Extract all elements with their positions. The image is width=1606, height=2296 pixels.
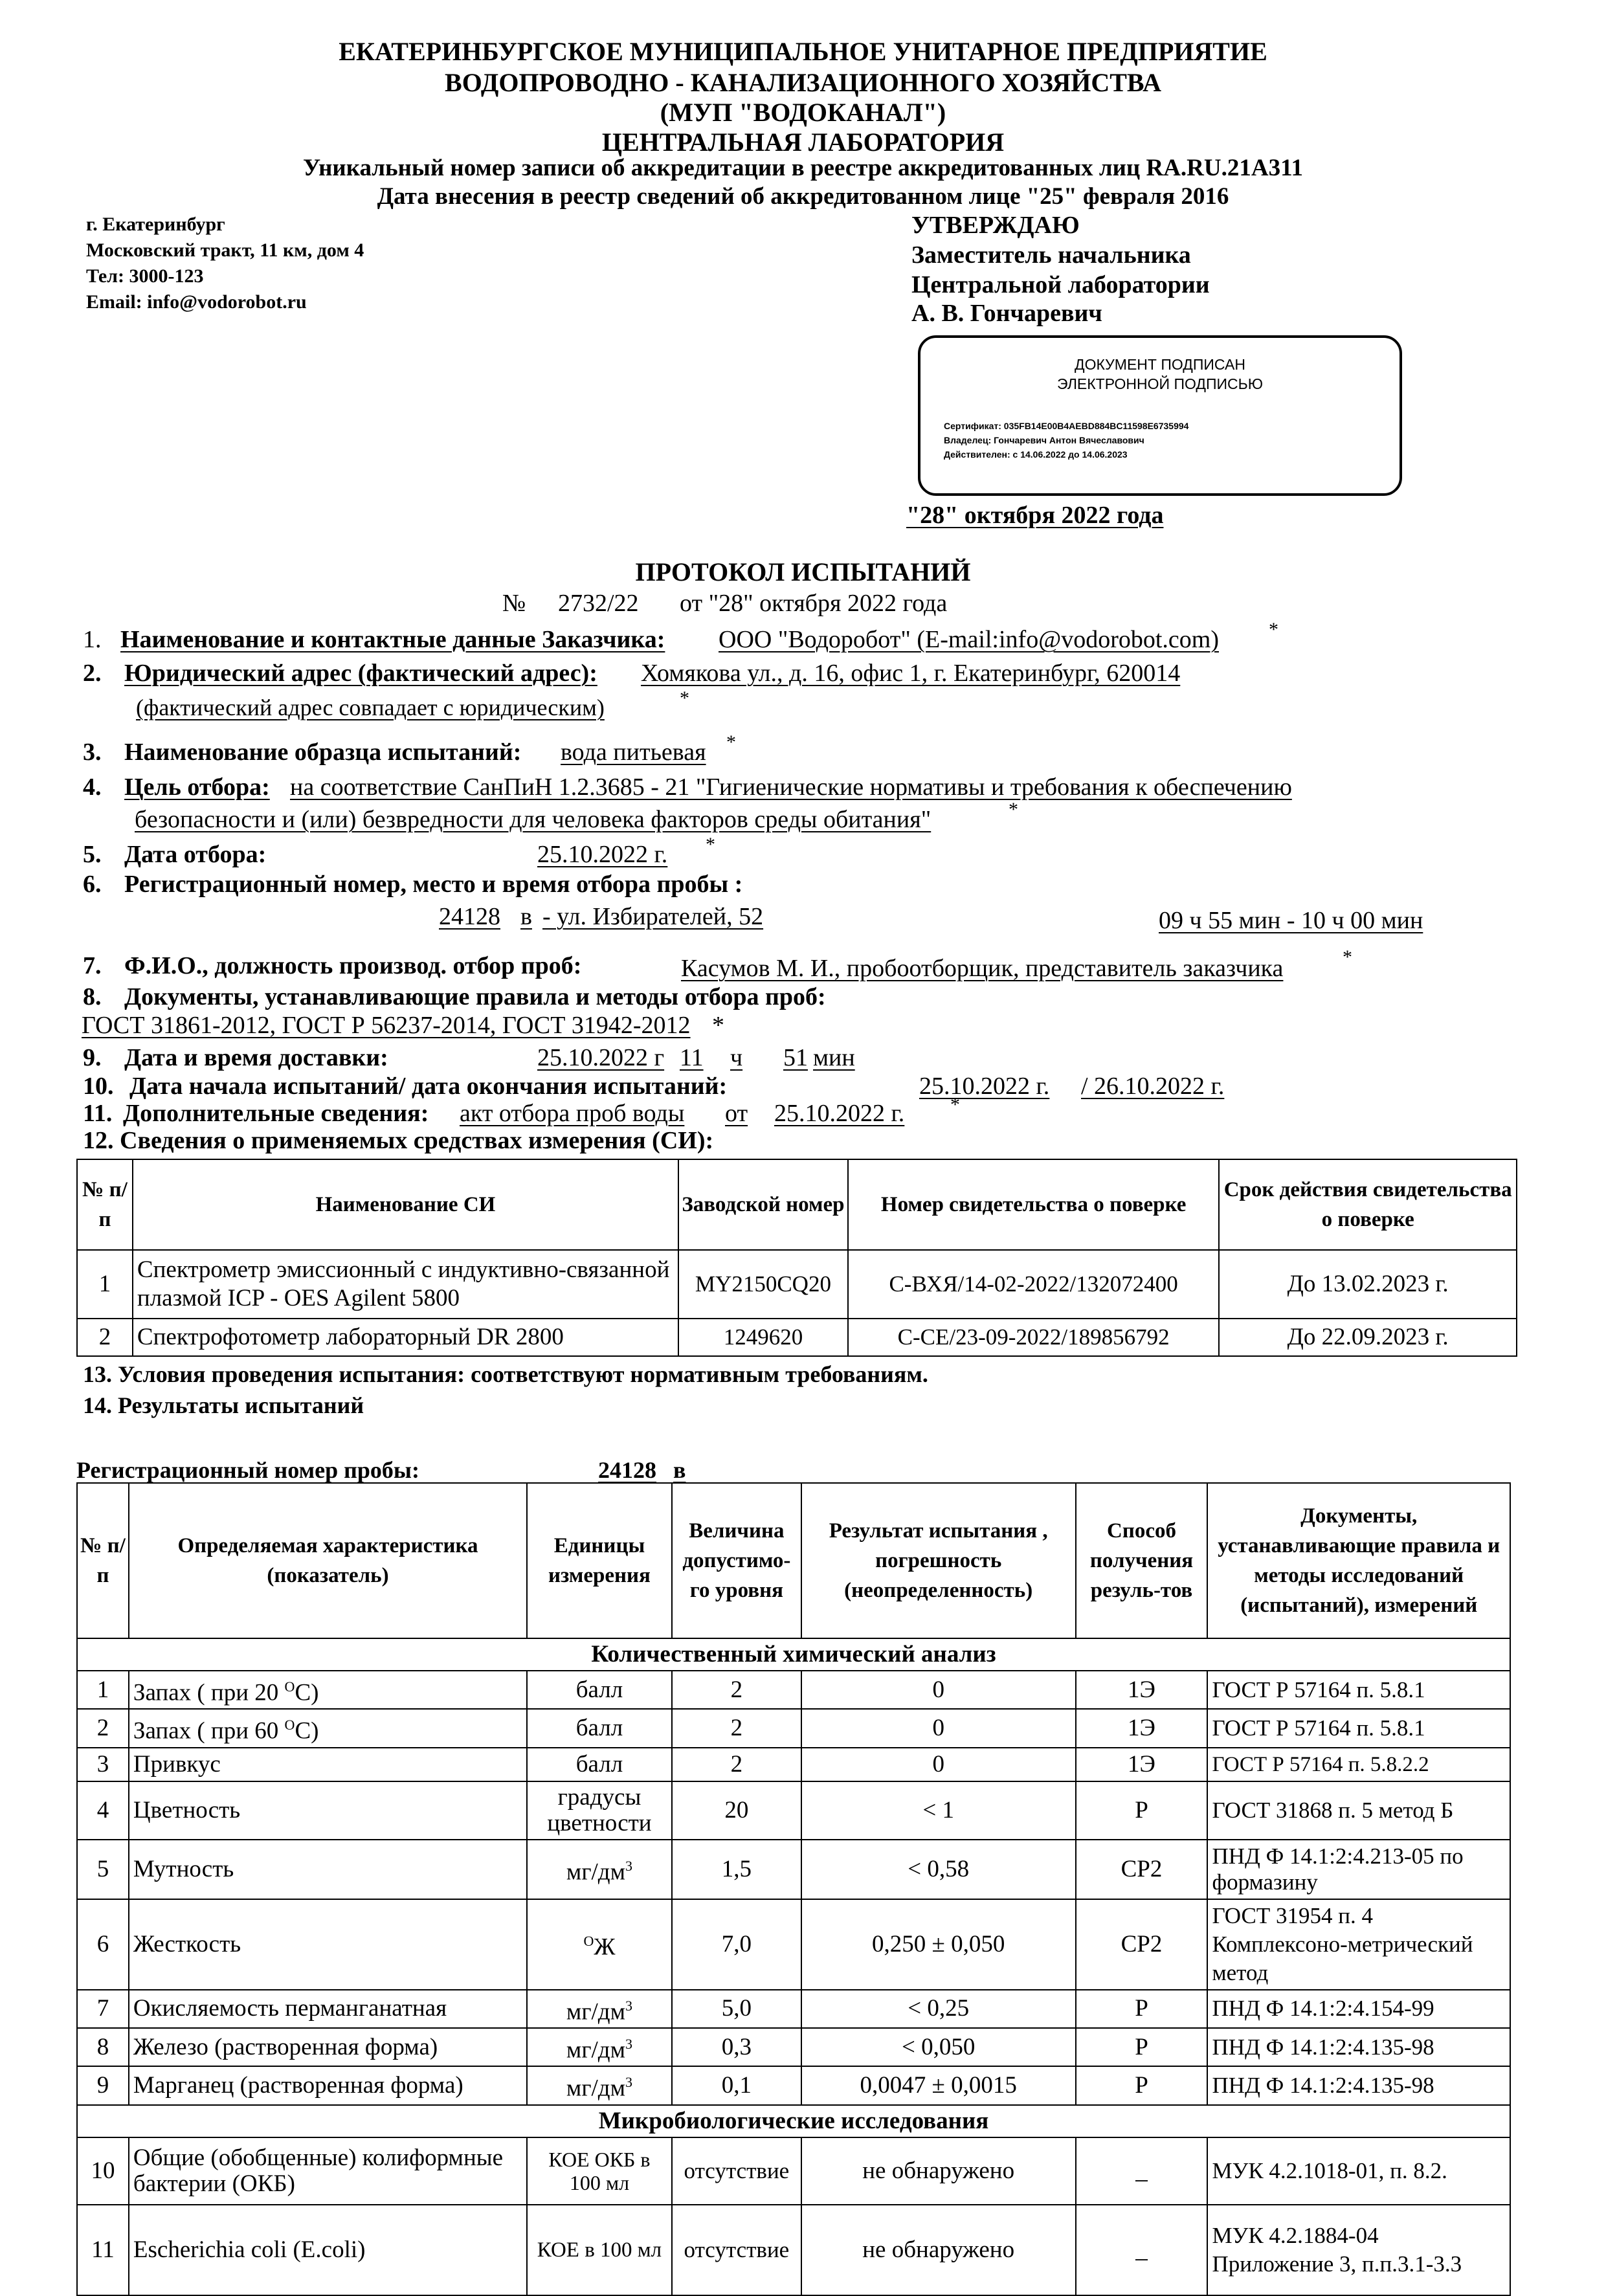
- row-method: Р: [1076, 1781, 1208, 1840]
- address-city: г. Екатеринбург: [86, 214, 225, 235]
- row-characteristic-end: С): [295, 1717, 319, 1744]
- unit-text: Ж: [594, 1934, 616, 1961]
- table-row: [77, 2066, 1510, 2104]
- unit-text: мг/дм: [566, 2075, 626, 2102]
- si-header-num: № п/п: [77, 1159, 133, 1250]
- item-7-star: *: [1343, 946, 1352, 968]
- stamp-certificate: Сертификат: 035FB14E00B4AEBD884BC11598E6735994: [944, 421, 1189, 431]
- item-9-label: Дата и время доставки:: [124, 1044, 388, 1071]
- row-characteristic: Жесткость: [129, 1899, 527, 1990]
- item-10-end: / 26.10.2022 г.: [1081, 1073, 1225, 1100]
- results-table-header: [77, 1483, 1510, 1638]
- item-1-value: ООО "Водоробот" (E-mail:info@vodorobot.com): [719, 626, 1219, 653]
- item-5-number: 5.: [83, 841, 102, 868]
- item-6-time: 09 ч 55 мин - 10 ч 00 мин: [1159, 907, 1423, 934]
- si-row-num: 2: [77, 1319, 133, 1356]
- row-result: 0: [801, 1671, 1076, 1709]
- item-2-number: 2.: [83, 660, 102, 687]
- row-result: < 0,25: [801, 1990, 1076, 2028]
- item-10-label: Дата начала испытаний/ дата окончания испытаний:: [129, 1073, 728, 1100]
- item-4-value-2: безопасности и (или) безвредности для человека факторов среды обитания": [135, 806, 931, 833]
- row-limit: 2: [672, 1748, 801, 1781]
- results-header-document: Документы, устанавливающие правила и методы исследований (испытаний), измерений: [1207, 1483, 1510, 1638]
- row-characteristic: [129, 1671, 527, 1709]
- item-11-from: от: [725, 1100, 748, 1127]
- table-row: [77, 1671, 1510, 1709]
- degree-sup: О: [284, 1717, 295, 1733]
- row-characteristic: Железо (растворенная форма): [129, 2028, 527, 2066]
- item-13-conditions: 13. Условия проведения испытания: соответствуют нормативным требованиям.: [83, 1361, 928, 1387]
- results-header-characteristic: Определяемая характеристика (показатель): [129, 1483, 527, 1638]
- item-11-act: акт отбора проб воды: [460, 1100, 685, 1127]
- row-num: 10: [77, 2137, 129, 2205]
- item-7-value: Касумов М. И., пробоотборщик, представитель заказчика: [681, 955, 1284, 982]
- item-6-label: Регистрационный номер, место и время отбора пробы :: [124, 871, 743, 898]
- item-6-letter: в: [520, 903, 532, 930]
- approval-position-2: Центральной лаборатории: [911, 271, 1210, 298]
- row-result: 0: [801, 1709, 1076, 1747]
- row-unit: балл: [527, 1709, 672, 1747]
- row-document: ГОСТ 31954 п. 4 Комплексоно-метрический метод: [1207, 1899, 1510, 1990]
- table-row: [77, 1748, 1510, 1781]
- row-num: 3: [77, 1748, 129, 1781]
- lab-name: ЦЕНТРАЛЬНАЯ ЛАБОРАТОРИЯ: [601, 128, 1005, 157]
- unit-text: мг/дм: [566, 1998, 626, 2025]
- org-name-line2: ВОДОПРОВОДНО - КАНАЛИЗАЦИОННОГО ХОЗЯЙСТВА: [445, 68, 1161, 97]
- row-unit: балл: [527, 1748, 672, 1781]
- item-11-number: 11.: [83, 1100, 113, 1127]
- row-unit: градусы цветности: [527, 1781, 672, 1840]
- item-7-number: 7.: [83, 952, 102, 979]
- row-result: не обнаружено: [801, 2137, 1076, 2205]
- si-row-name: Спектрофотометр лабораторный DR 2800: [133, 1319, 678, 1356]
- item-6-place: - ул. Избирателей, 52: [542, 903, 764, 930]
- table-row: [77, 2028, 1510, 2066]
- results-table: [76, 1482, 1511, 2296]
- row-characteristic: Цветность: [129, 1781, 527, 1840]
- row-method: _: [1076, 2205, 1208, 2295]
- row-num: 6: [77, 1899, 129, 1990]
- row-limit: 2: [672, 1671, 801, 1709]
- item-2-value: Хомякова ул., д. 16, офис 1, г. Екатеринбург, 620014: [641, 660, 1181, 687]
- measurement-instruments-table: [76, 1159, 1517, 1357]
- reg-sample-label: Регистрационный номер пробы:: [76, 1457, 419, 1483]
- table-row: [77, 2137, 1510, 2205]
- section-row: [77, 1638, 1510, 1671]
- row-limit: отсутствие: [672, 2205, 801, 2295]
- item-10-number: 10.: [83, 1073, 114, 1100]
- row-unit: [527, 1990, 672, 2028]
- row-characteristic: Привкус: [129, 1748, 527, 1781]
- row-result: 0: [801, 1748, 1076, 1781]
- item-2-star: *: [680, 687, 689, 709]
- row-method: Р: [1076, 1990, 1208, 2028]
- row-document: МУК 4.2.1884-04 Приложение 3, п.п.3.1-3.3: [1207, 2205, 1510, 2295]
- row-num: 4: [77, 1781, 129, 1840]
- item-9-hours: 11: [680, 1044, 704, 1071]
- row-num: 1: [77, 1671, 129, 1709]
- si-table-header: [77, 1159, 1517, 1250]
- row-unit: [527, 1899, 672, 1990]
- row-num: 8: [77, 2028, 129, 2066]
- row-method: Р: [1076, 2028, 1208, 2066]
- protocol-title: ПРОТОКОЛ ИСПЫТАНИЙ: [635, 557, 971, 586]
- row-document: ГОСТ Р 57164 п. 5.8.2.2: [1207, 1748, 1510, 1781]
- section-microbiology: Микробиологические исследования: [77, 2105, 1510, 2137]
- row-limit: 7,0: [672, 1899, 801, 1990]
- org-name-line3: (МУП "ВОДОКАНАЛ"): [660, 98, 946, 127]
- unit-text: мг/дм: [566, 2036, 626, 2064]
- table-row: [77, 1709, 1510, 1747]
- row-characteristic: Escherichia coli (E.coli): [129, 2205, 527, 2295]
- section-row: [77, 2105, 1510, 2137]
- row-document: ПНД Ф 14.1:2:4.135-98: [1207, 2066, 1510, 2104]
- item-4-label: Цель отбора:: [124, 774, 270, 801]
- item-6-regnum: 24128: [439, 903, 500, 930]
- row-document: МУК 4.2.1018-01, п. 8.2.: [1207, 2137, 1510, 2205]
- table-row: [77, 1840, 1510, 1899]
- item-9-hours-label: ч: [730, 1044, 743, 1071]
- item-5-label: Дата отбора:: [124, 841, 267, 868]
- table-row: [77, 1319, 1517, 1356]
- item-2-label: Юридический адрес (фактический адрес):: [124, 660, 597, 687]
- si-header-valid: Срок действия свидетельства о поверке: [1219, 1159, 1517, 1250]
- unit-text: мг/дм: [566, 1858, 626, 1886]
- row-characteristic-text: Запах ( при 60: [133, 1717, 285, 1744]
- item-7-label: Ф.И.О., должность производ. отбор проб:: [124, 952, 582, 979]
- table-row: [77, 2205, 1510, 2295]
- item-3-label: Наименование образца испытаний:: [124, 739, 522, 766]
- row-unit: балл: [527, 1671, 672, 1709]
- row-result: не обнаружено: [801, 2205, 1076, 2295]
- row-num: 9: [77, 2066, 129, 2104]
- row-document: ПНД Ф 14.1:2:4.135-98: [1207, 2028, 1510, 2066]
- reg-sample-letter: в: [673, 1457, 686, 1483]
- row-characteristic: Общие (обобщенные) колиформные бактерии (ОКБ): [129, 2137, 527, 2205]
- row-method: 1Э: [1076, 1709, 1208, 1747]
- row-document: ПНД Ф 14.1:2:4.213-05 по формазину: [1207, 1840, 1510, 1899]
- accreditation-number: Уникальный номер записи об аккредитации в реестре аккредитованных лиц RA.RU.21А311: [302, 155, 1304, 181]
- results-header-num: № п/п: [77, 1483, 129, 1638]
- row-method: Р: [1076, 2066, 1208, 2104]
- protocol-date: от "28" октября 2022 года: [680, 590, 948, 617]
- row-method: 1Э: [1076, 1671, 1208, 1709]
- item-11-star: *: [950, 1094, 960, 1115]
- item-9-number: 9.: [83, 1044, 102, 1071]
- si-row-valid: До 13.02.2023 г.: [1219, 1250, 1517, 1319]
- item-2-note: (фактический адрес совпадает с юридическим): [136, 695, 605, 720]
- row-result: < 0,58: [801, 1840, 1076, 1899]
- org-name-line1: ЕКАТЕРИНБУРГСКОЕ МУНИЦИПАЛЬНОЕ УНИТАРНОЕ ПРЕДПРИЯТИЕ: [339, 37, 1267, 66]
- item-12-heading: 12. Сведения о применяемых средствах измерения (СИ):: [83, 1127, 714, 1154]
- table-row: [77, 1781, 1510, 1840]
- results-header-method: Способ получения резуль-тов: [1076, 1483, 1208, 1638]
- item-9-minutes-label: мин: [813, 1044, 855, 1071]
- row-limit: 0,3: [672, 2028, 801, 2066]
- results-header-limit: Величина допустимо-го уровня: [672, 1483, 801, 1638]
- row-num: 5: [77, 1840, 129, 1899]
- si-row-serial: 1249620: [678, 1319, 848, 1356]
- results-header-result: Результат испытания , погрешность (неопределенность): [801, 1483, 1076, 1638]
- item-9-minutes: 51: [783, 1044, 808, 1071]
- si-header-name: Наименование СИ: [133, 1159, 678, 1250]
- item-1-number: 1.: [83, 626, 102, 653]
- row-unit: [527, 1840, 672, 1899]
- si-header-serial: Заводской номер: [678, 1159, 848, 1250]
- unit-sup: 3: [625, 1997, 633, 2014]
- item-3-number: 3.: [83, 739, 102, 766]
- stamp-owner: Владелец: Гончаревич Антон Вячеславович: [944, 435, 1144, 445]
- row-num: 7: [77, 1990, 129, 2028]
- item-8-value: ГОСТ 31861-2012, ГОСТ Р 56237-2014, ГОСТ 31942-2012: [82, 1012, 691, 1039]
- degree-sup: О: [284, 1678, 295, 1695]
- row-result: < 1: [801, 1781, 1076, 1840]
- reg-sample-number: 24128: [598, 1457, 656, 1483]
- item-4-star: *: [1009, 799, 1018, 820]
- accreditation-date: Дата внесения в реестр сведений об аккредитованном лице "25" февраля 2016: [377, 183, 1229, 210]
- approval-position-1: Заместитель начальника: [911, 241, 1191, 269]
- item-8-star: *: [712, 1012, 724, 1039]
- row-limit: 20: [672, 1781, 801, 1840]
- item-11-date: 25.10.2022 г.: [774, 1100, 905, 1127]
- degree-sup: О: [583, 1932, 594, 1949]
- si-header-cert: Номер свидетельства о поверке: [848, 1159, 1219, 1250]
- si-row-name: Спектрометр эмиссионный с индуктивно-связанной плазмой ICP - OES Agilent 5800: [133, 1250, 678, 1319]
- item-4-value: на соответствие СанПиН 1.2.3685 - 21 "Гигиенические нормативы и требования к обеспечению: [290, 774, 1292, 801]
- protocol-number: 2732/22: [558, 590, 639, 617]
- row-method: _: [1076, 2137, 1208, 2205]
- row-document: ГОСТ 31868 п. 5 метод Б: [1207, 1781, 1510, 1840]
- row-characteristic-end: С): [295, 1679, 319, 1706]
- section-chemical: Количественный химический анализ: [77, 1638, 1510, 1671]
- approval-signer: А. В. Гончаревич: [911, 300, 1102, 327]
- si-row-serial: MY2150CQ20: [678, 1250, 848, 1319]
- row-characteristic-text: Запах ( при 20: [133, 1679, 285, 1706]
- unit-sup: 3: [625, 1857, 633, 1874]
- row-result: 0,250 ± 0,050: [801, 1899, 1076, 1990]
- row-characteristic: Марганец (растворенная форма): [129, 2066, 527, 2104]
- item-8-number: 8.: [83, 983, 102, 1010]
- item-3-value: вода питьевая: [561, 739, 706, 766]
- e-signature-stamp: [918, 335, 1402, 496]
- row-result: < 0,050: [801, 2028, 1076, 2066]
- si-row-num: 1: [77, 1250, 133, 1319]
- item-1-star: *: [1269, 619, 1278, 640]
- row-document: ГОСТ Р 57164 п. 5.8.1: [1207, 1671, 1510, 1709]
- row-limit: 2: [672, 1709, 801, 1747]
- row-limit: 1,5: [672, 1840, 801, 1899]
- item-10-start: 25.10.2022 г.: [919, 1073, 1050, 1100]
- stamp-line1: ДОКУМЕНТ ПОДПИСАН: [1075, 356, 1245, 373]
- item-4-number: 4.: [83, 774, 102, 801]
- row-characteristic: [129, 1709, 527, 1747]
- stamp-line2: ЭЛЕКТРОННОЙ ПОДПИСЬЮ: [1057, 375, 1263, 392]
- row-result: 0,0047 ± 0,0015: [801, 2066, 1076, 2104]
- si-row-cert: С-СЕ/23-09-2022/189856792: [848, 1319, 1219, 1356]
- row-unit: [527, 2066, 672, 2104]
- row-unit: [527, 2028, 672, 2066]
- item-3-star: *: [726, 731, 736, 753]
- si-row-valid: До 22.09.2023 г.: [1219, 1319, 1517, 1356]
- address-phone: Тел: 3000-123: [86, 265, 204, 287]
- row-document: ПНД Ф 14.1:2:4.154-99: [1207, 1990, 1510, 2028]
- row-method: СР2: [1076, 1840, 1208, 1899]
- item-8-label: Документы, устанавливающие правила и методы отбора проб:: [124, 983, 826, 1010]
- item-14-heading: 14. Результаты испытаний: [83, 1392, 364, 1418]
- item-1-label: Наименование и контактные данные Заказчика:: [120, 626, 665, 653]
- approval-date: "28" октября 2022 года: [906, 502, 1164, 529]
- item-5-value: 25.10.2022 г.: [537, 841, 668, 868]
- row-characteristic: Окисляемость перманганатная: [129, 1990, 527, 2028]
- item-9-date: 25.10.2022 г: [537, 1044, 665, 1071]
- item-6-number: 6.: [83, 871, 102, 898]
- row-num: 11: [77, 2205, 129, 2295]
- row-num: 2: [77, 1709, 129, 1747]
- address-street: Московский тракт, 11 км, дом 4: [86, 240, 364, 261]
- unit-sup: 3: [625, 2074, 633, 2091]
- stamp-validity: Действителен: с 14.06.2022 до 14.06.2023: [944, 449, 1128, 460]
- approval-title: УТВЕРЖДАЮ: [911, 212, 1080, 239]
- row-document: ГОСТ Р 57164 п. 5.8.1: [1207, 1709, 1510, 1747]
- row-unit: КОЕ ОКБ в 100 мл: [527, 2137, 672, 2205]
- si-row-cert: С-ВХЯ/14-02-2022/132072400: [848, 1250, 1219, 1319]
- table-row: [77, 1899, 1510, 1990]
- address-email: Email: info@vodorobot.ru: [86, 291, 307, 313]
- item-11-label: Дополнительные сведения:: [123, 1100, 429, 1127]
- protocol-number-sign: №: [502, 590, 526, 617]
- unit-sup: 3: [625, 2035, 633, 2052]
- item-5-star: *: [706, 834, 715, 855]
- table-row: [77, 1250, 1517, 1319]
- row-limit: 0,1: [672, 2066, 801, 2104]
- row-characteristic: Мутность: [129, 1840, 527, 1899]
- table-row: [77, 1990, 1510, 2028]
- row-method: 1Э: [1076, 1748, 1208, 1781]
- row-limit: 5,0: [672, 1990, 801, 2028]
- results-header-unit: Единицы измерения: [527, 1483, 672, 1638]
- row-limit: отсутствие: [672, 2137, 801, 2205]
- row-unit: КОЕ в 100 мл: [527, 2205, 672, 2295]
- row-method: СР2: [1076, 1899, 1208, 1990]
